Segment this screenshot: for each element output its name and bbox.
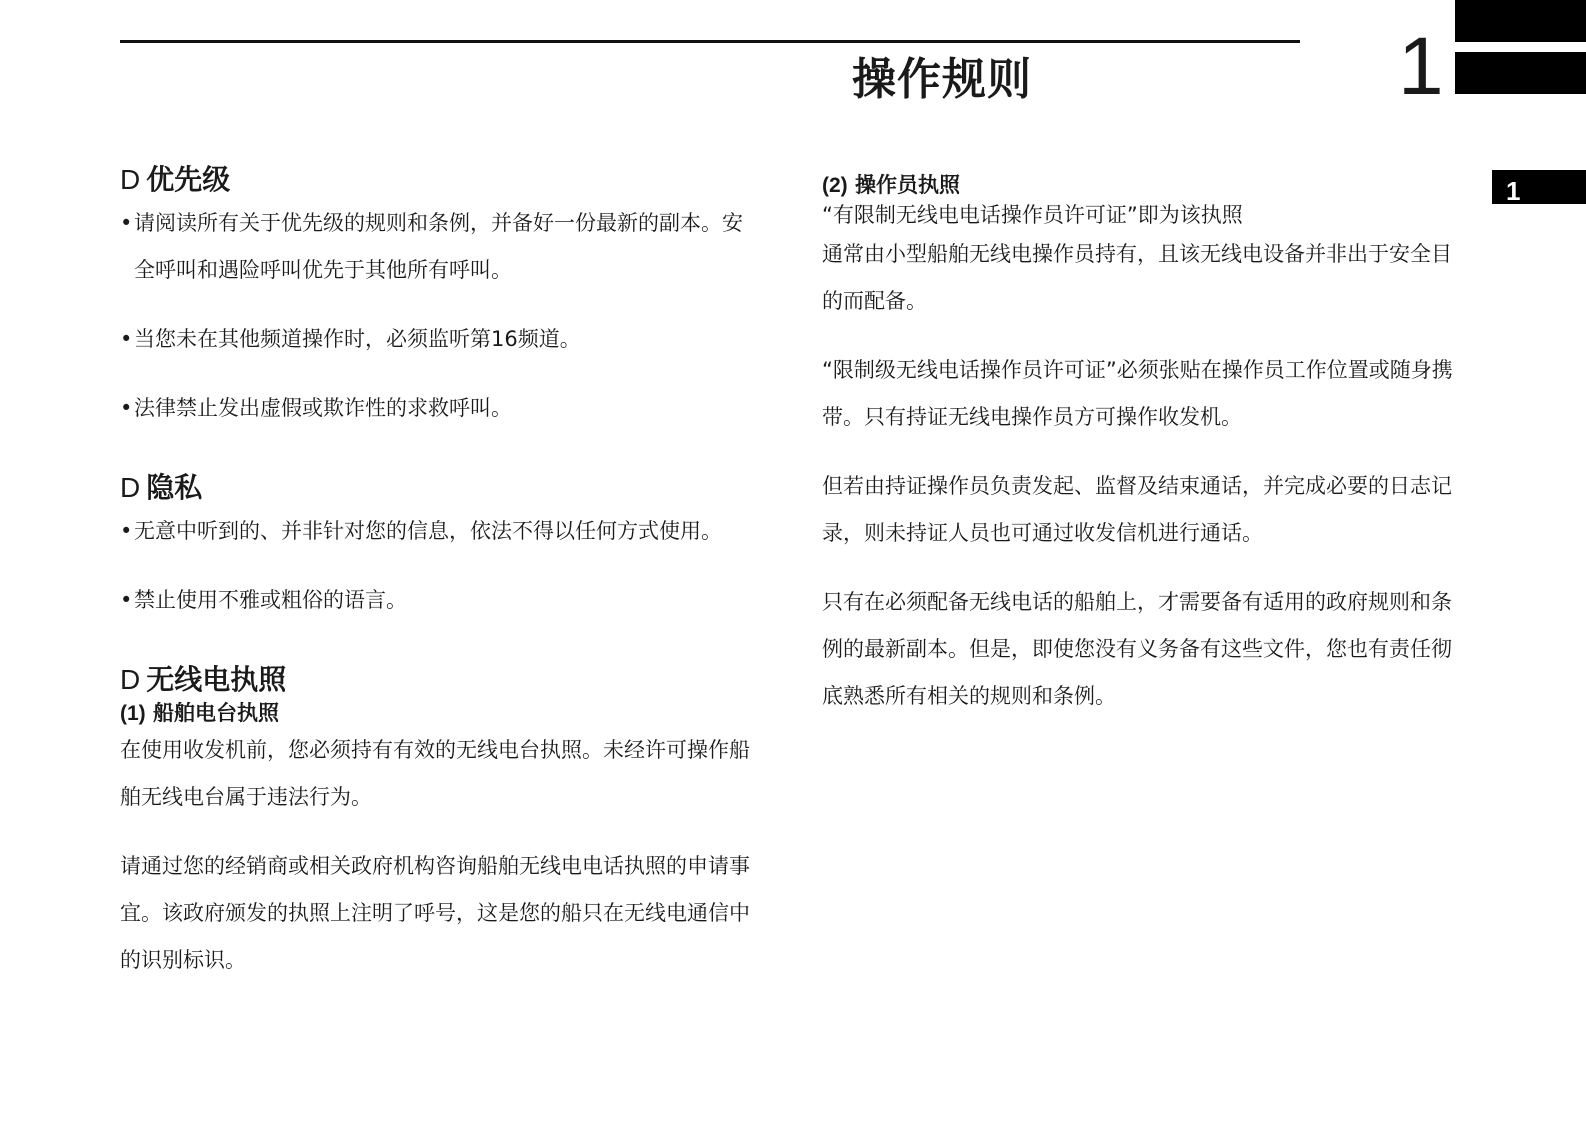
section-marker: D [120,664,141,695]
chapter-title: 操作规则 [852,54,1032,105]
bullet-item: • 法律禁止发出虚假或欺诈性的求救呼叫。 [120,385,760,432]
section-heading-text: 优先级 [146,163,231,196]
paragraph: 请通过您的经销商或相关政府机构咨询船舶无线电电话执照的申请事宜。该政府颁发的执照上注明了呼号，这是您的船只在无线电通信中的识别标识。 [120,854,750,972]
paragraph-lead-line: “有限制无线电电话操作员许可证”即为该执照 [822,203,1243,227]
section-marker: D [120,164,141,195]
section-radio-license [120,660,760,984]
subsection-heading [120,700,760,727]
bullet-list [120,508,760,624]
paragraph: 通常由小型船舶无线电操作员持有，且该无线电设备并非出于安全目的而配备。 [822,242,1452,313]
chapter-tab-block-top [1455,0,1586,42]
section-priority [120,160,760,432]
section-heading-text: 隐私 [146,471,203,504]
section-heading [120,660,760,700]
header-rule [120,40,1300,43]
left-column [120,160,760,1006]
subsection-number: (1) [120,702,146,725]
paragraph: 但若由持证操作员负责发起、监督及结束通话，并完成必要的日志记录，则未持证人员也可通过收发信机进行通话。 [822,474,1452,545]
section-marker: D [120,472,141,503]
bullet-item: • 禁止使用不雅或粗俗的语言。 [120,577,760,624]
bullet-item: • 无意中听到的、并非针对您的信息，依法不得以任何方式使用。 [120,508,760,555]
chapter-tab-block-bottom [1455,52,1586,94]
bullet-item: • 当您未在其他频道操作时，必须监听第16频道。 [120,316,760,363]
section-heading [120,468,760,508]
section-operator-license [822,172,1462,720]
section-heading-text: 无线电执照 [146,663,287,696]
bullet-list [120,200,760,432]
subsection-title: 船舶电台执照 [152,701,279,725]
chapter-number: 1 [1398,21,1444,112]
section-privacy [120,468,760,624]
paragraph: 在使用收发机前，您必须持有有效的无线电台执照。未经许可操作船舶无线电台属于违法行为。 [120,738,750,809]
section-heading [120,160,760,200]
paragraph: “限制级无线电话操作员许可证”必须张贴在操作员工作位置或随身携带。只有持证无线电操作员方可操作收发机。 [822,358,1453,429]
side-chapter-tab: 1 [1492,170,1586,204]
right-column [822,172,1462,742]
paragraph: 只有在必须配备无线电话的船舶上，才需要备有适用的政府规则和条例的最新副本。但是，即使您没有义务备有这些文件，您也有责任彻底熟悉所有相关的规则和条例。 [822,590,1452,708]
subsection-heading [822,172,1462,199]
subsection-number: (2) [822,174,848,197]
subsection-title: 操作员执照 [854,173,960,197]
bullet-item: • 请阅读所有关于优先级的规则和条例，并备好一份最新的副本。安全呼叫和遇险呼叫优先于其他所有呼叫。 [120,200,760,294]
